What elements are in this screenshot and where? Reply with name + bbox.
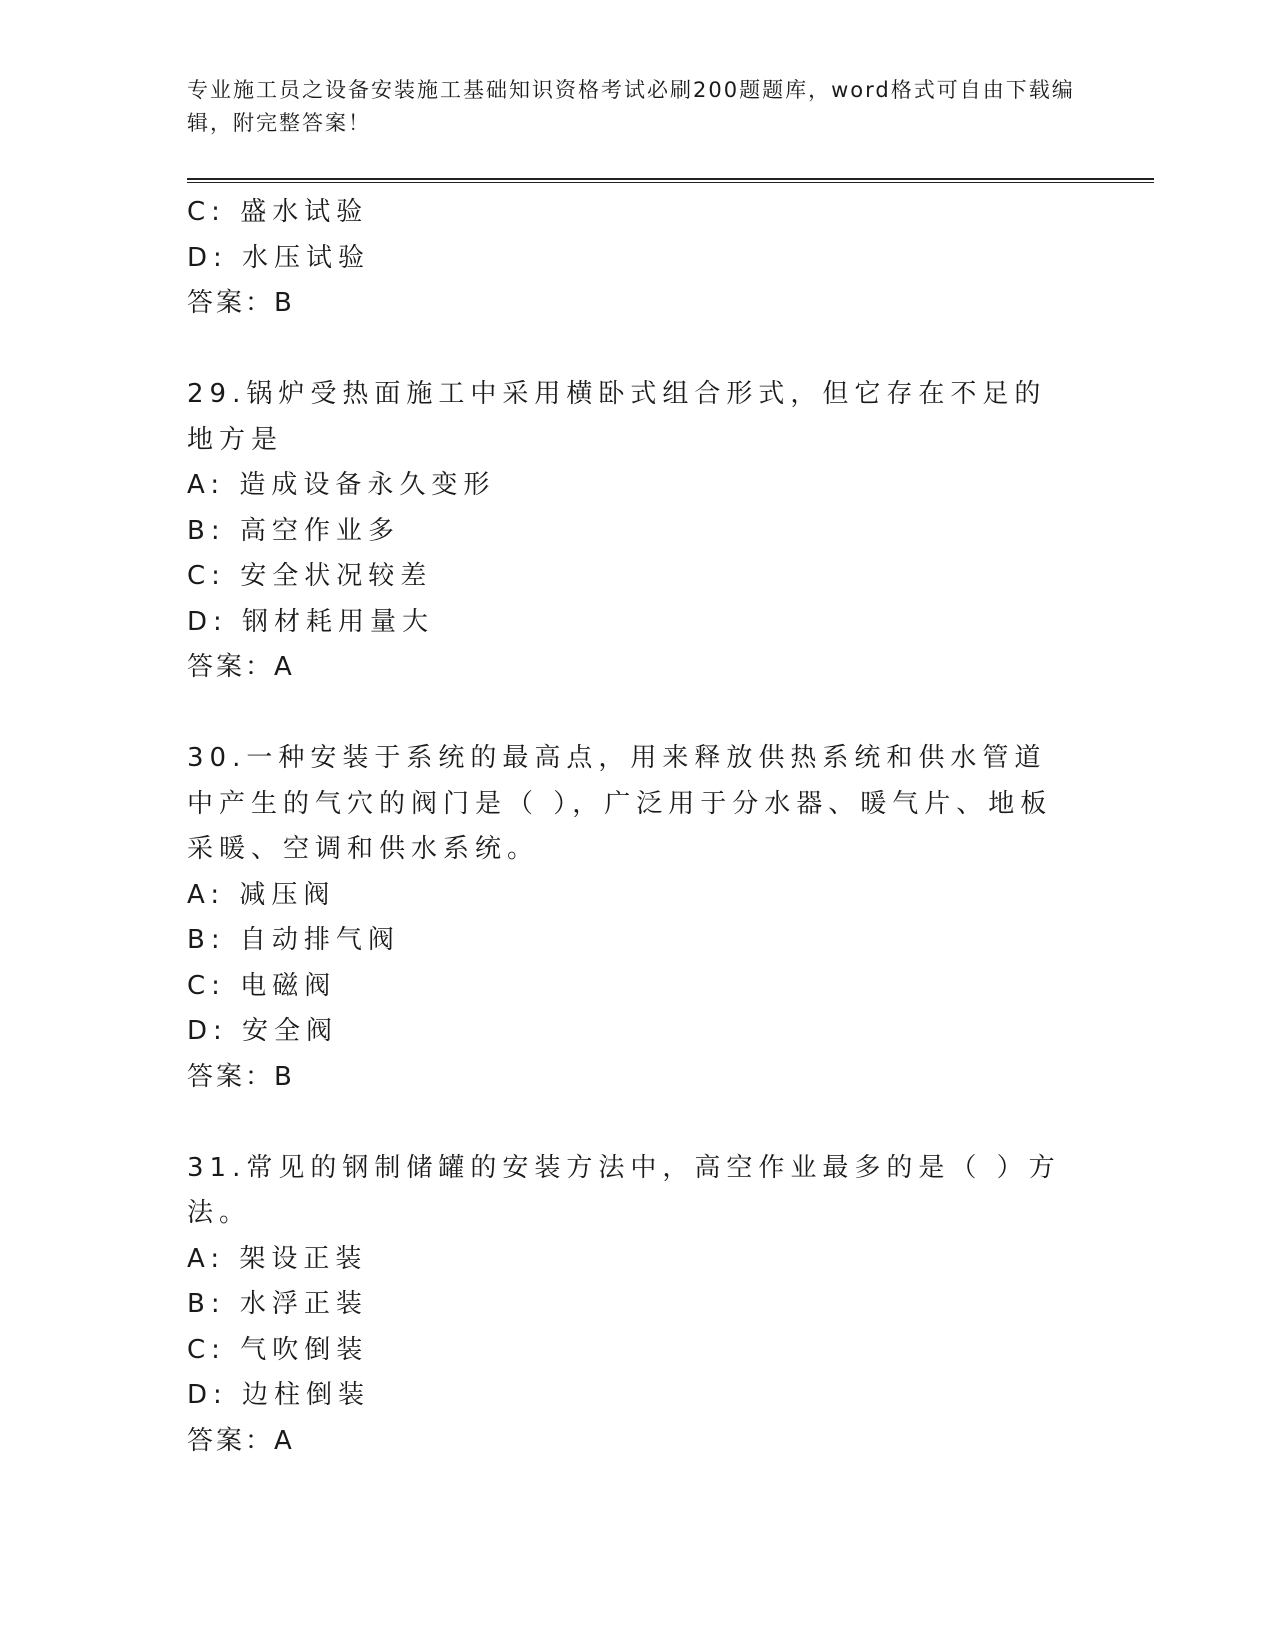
question-text: 锅炉受热面施工中采用横卧式组合形式，但它存在不足的地方是: [187, 379, 1047, 455]
question-31: [187, 1146, 1067, 1237]
option-letter: C:: [187, 970, 226, 1001]
option-letter: C:: [187, 561, 226, 591]
option-text: 气吹倒装: [240, 1334, 369, 1365]
option-text: 安全状况较差: [240, 561, 433, 591]
option-text: 钢材耗用量大: [242, 606, 435, 637]
option-text: 自动排气阀: [239, 925, 400, 955]
option-text: 架设正装: [239, 1243, 368, 1274]
question-text: 一种安装于系统的最高点，用来释放供热系统和供水管道中产生的气穴的阀门是（ ），广泛用于分水器、暖气片、地板采暖、空调和供水系统。: [187, 743, 1053, 864]
option-d: [187, 236, 1087, 282]
option-text: 高空作业多: [239, 515, 400, 546]
option-text: 造成设备永久变形: [239, 470, 496, 500]
option-letter: A:: [187, 879, 226, 910]
option-letter: A:: [187, 1243, 226, 1274]
option-letter: B:: [187, 925, 226, 955]
option-c: [187, 190, 1087, 236]
question-30: [187, 736, 1067, 873]
option-a: [187, 463, 1087, 509]
document-header: 专业施工员之设备安装施工基础知识资格考试必刷200题题库，word格式可自由下载编辑，附完整答案！: [187, 78, 1075, 135]
question-number: 29.: [187, 379, 247, 409]
option-d: [187, 600, 1087, 646]
option-text: 电磁阀: [240, 970, 337, 1001]
answer-line: 答案：A: [187, 652, 295, 682]
option-letter: D:: [187, 1016, 228, 1046]
option-c: [187, 1328, 1087, 1374]
answer-line: 答案：B: [187, 288, 295, 318]
option-letter: D:: [187, 242, 228, 273]
question-text: 常见的钢制储罐的安装方法中，高空作业最多的是（ ）方法。: [187, 1152, 1061, 1228]
option-text: 安全阀: [242, 1016, 339, 1046]
option-b: [187, 1282, 1087, 1328]
option-c: [187, 964, 1087, 1010]
option-text: 盛水试验: [240, 197, 369, 227]
option-text: 减压阀: [239, 879, 336, 910]
option-letter: C:: [187, 197, 226, 227]
option-b: [187, 918, 1087, 964]
option-letter: D:: [187, 606, 228, 637]
option-letter: A:: [187, 470, 226, 500]
option-d: [187, 1009, 1087, 1055]
option-c: [187, 554, 1087, 600]
answer-line: 答案：B: [187, 1061, 295, 1092]
answer-line: 答案：A: [187, 1425, 295, 1456]
question-number: 31.: [187, 1152, 247, 1183]
option-letter: D:: [187, 1380, 228, 1410]
option-a: [187, 1237, 1087, 1283]
option-text: 水压试验: [242, 242, 371, 273]
option-b: [187, 509, 1087, 555]
option-text: 边柱倒装: [242, 1380, 371, 1410]
question-29: [187, 372, 1067, 463]
option-text: 水浮正装: [239, 1289, 368, 1319]
option-d: [187, 1373, 1087, 1419]
option-a: [187, 873, 1087, 919]
option-letter: C:: [187, 1334, 226, 1365]
header-divider: [187, 178, 1154, 183]
option-letter: B:: [187, 1289, 226, 1319]
option-letter: B:: [187, 515, 226, 546]
question-number: 30.: [187, 743, 247, 773]
question-content: [187, 190, 1087, 1464]
